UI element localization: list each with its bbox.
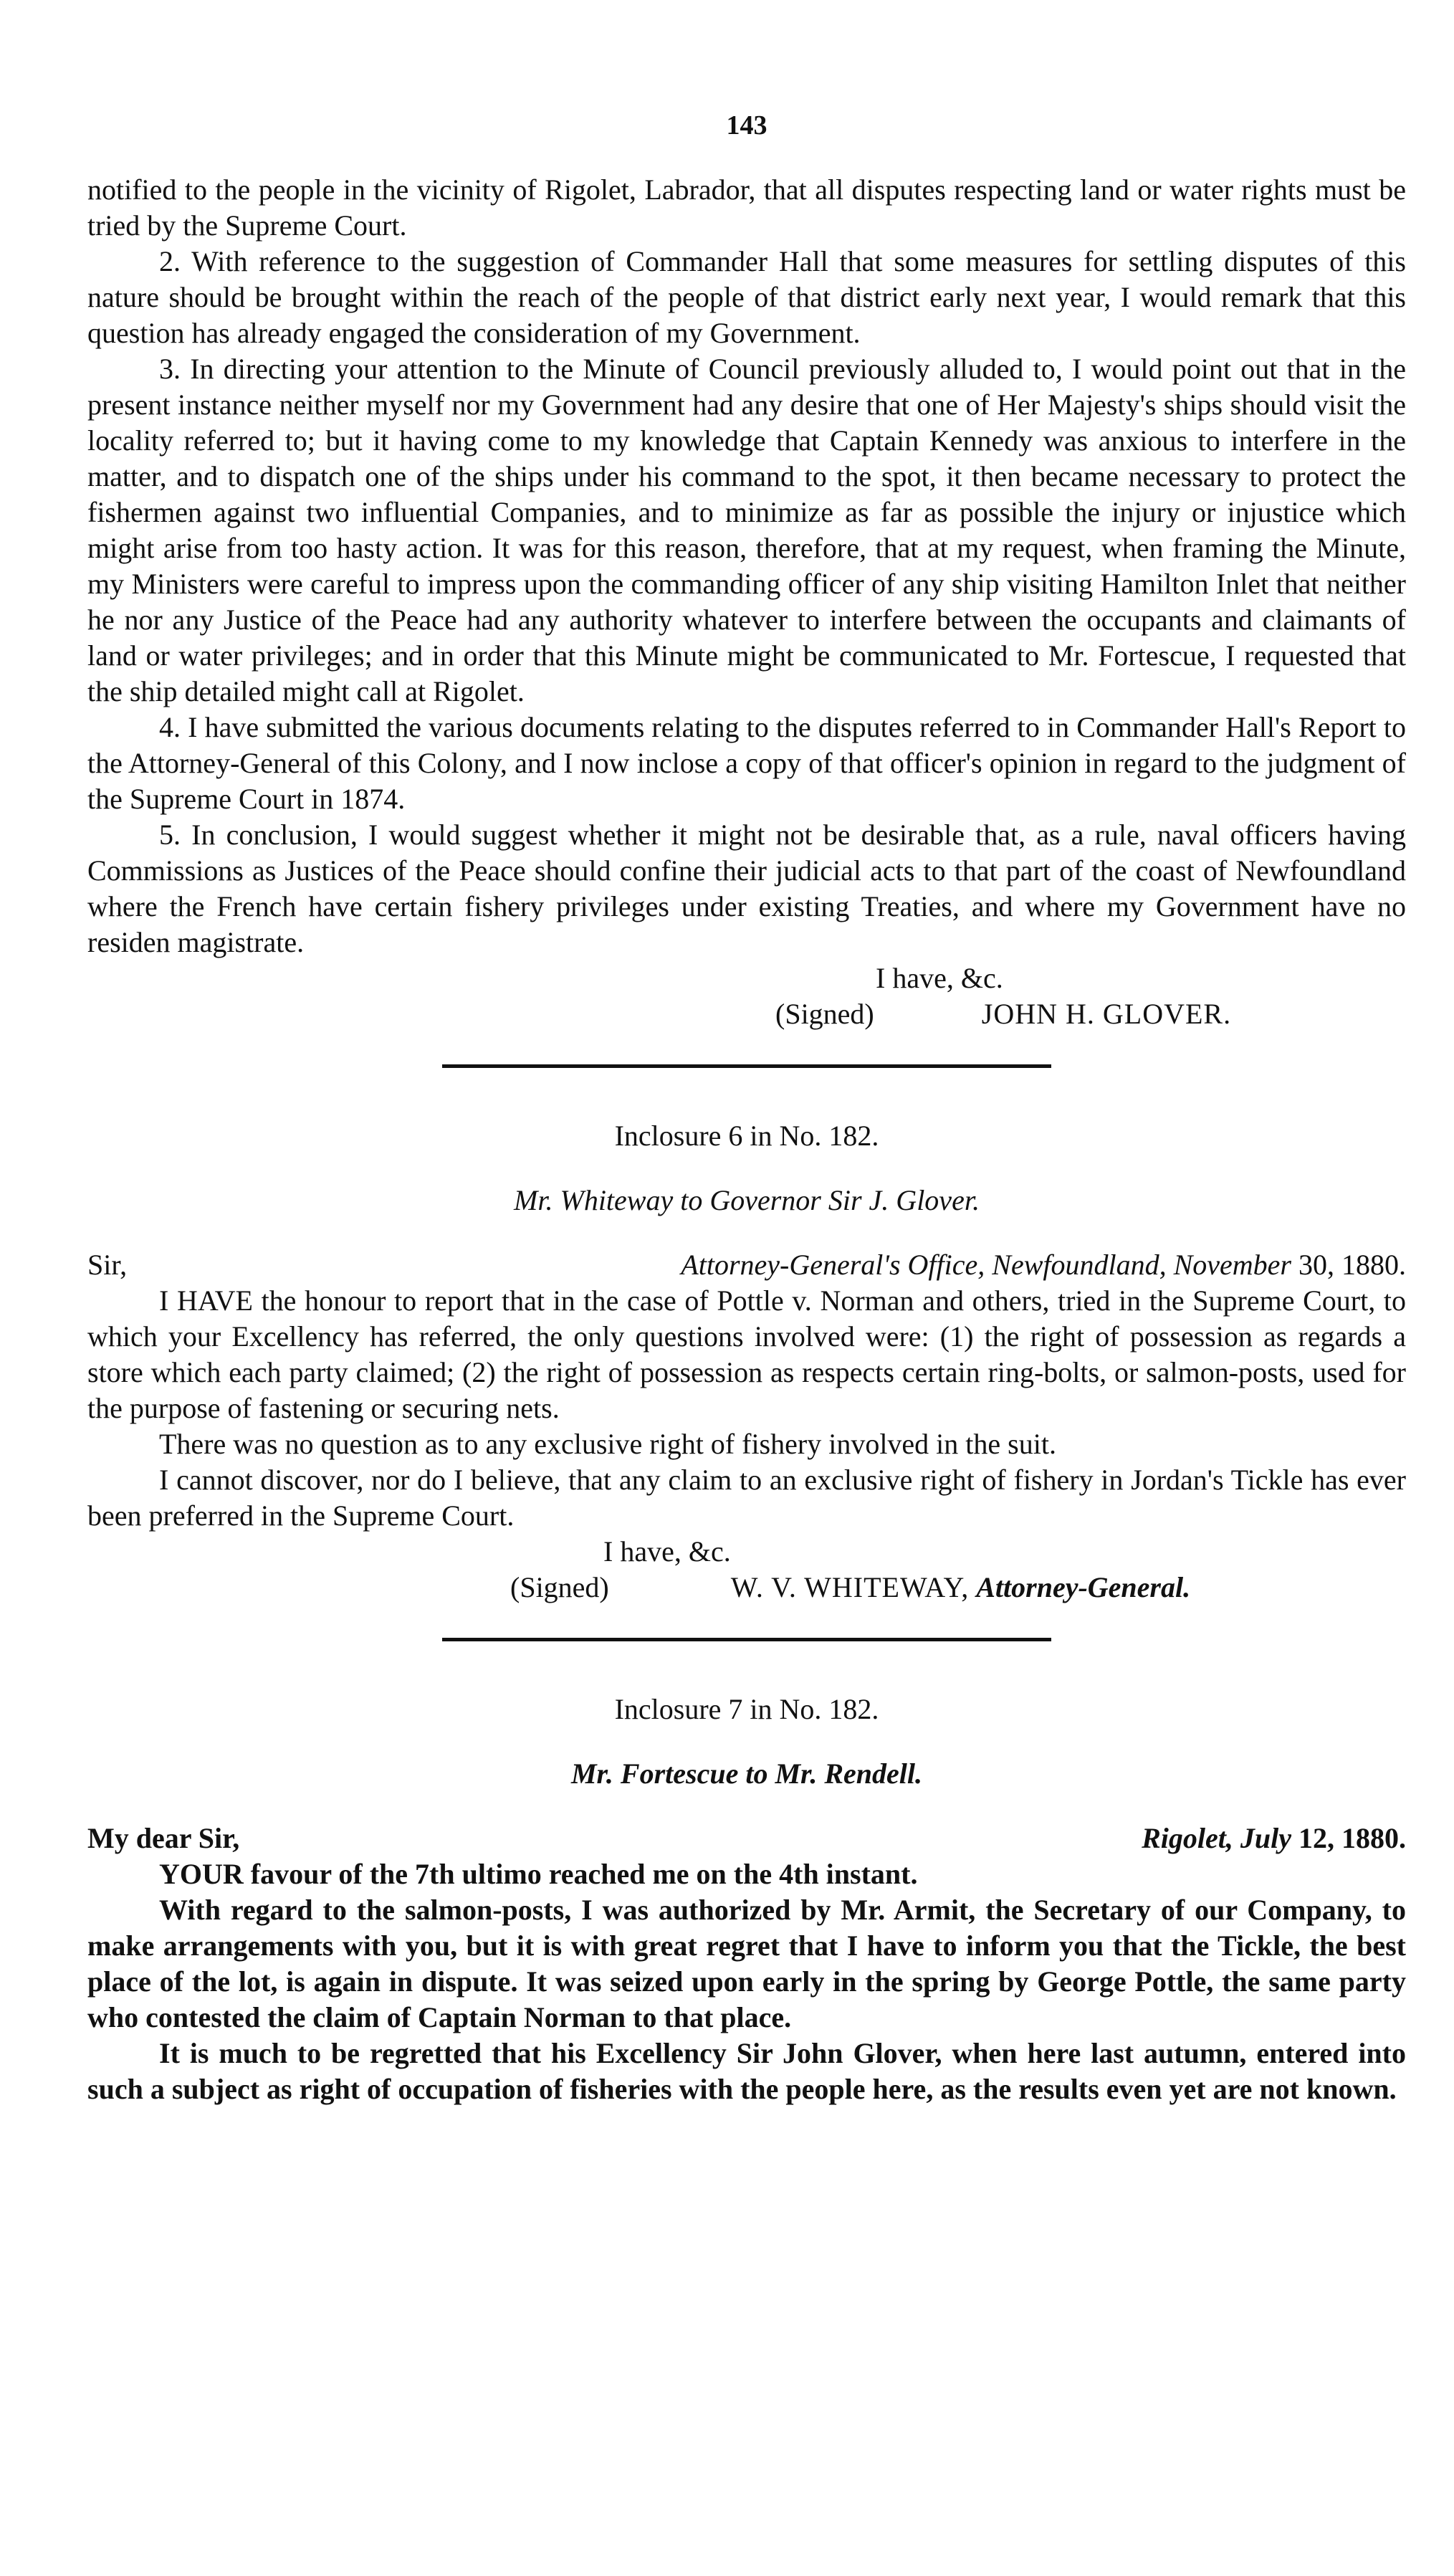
paragraph-continued: notified to the people in the vicinity of Rigolet, Labrador, that all disputes respecting land or water rights must be tried by the Supreme Court.: [87, 173, 1406, 242]
salutation-row: [87, 1247, 1406, 1283]
dateline: [1142, 1821, 1406, 1856]
paragraph-3: I cannot discover, nor do I believe, that any claim to an exclusive right of fishery in Jordan's Tickle has ever been preferred in the Supreme Court.: [87, 1464, 1406, 1532]
inclosure-heading: Inclosure 6 in No. 182.: [614, 1120, 879, 1152]
signer-name: JOHN H. GLOVER.: [981, 998, 1232, 1030]
paragraph-2: There was no question as to any exclusive right of fishery involved in the suit.: [159, 1428, 1056, 1460]
dateline-place: Rigolet, July: [1142, 1822, 1291, 1854]
salutation: My dear Sir,: [87, 1822, 240, 1854]
paragraph-3: It is much to be regretted that his Excellency Sir John Glover, when here last autumn, entered into such a subject as right of occupation of fisheries with the people here, as the results even yet are not known.: [87, 2037, 1406, 2105]
paragraph-1: YOUR favour of the 7th ultimo reached me on the 4th instant.: [159, 1858, 918, 1890]
dateline-place: Attorney-General's Office, Newfoundland, November: [681, 1249, 1291, 1281]
signed-label: (Signed): [775, 998, 874, 1030]
paragraph-2: 2. With reference to the suggestion of Commander Hall that some measures for settling disputes of this nature should be brought within the reach of the people of that district early next year, I would remark that this question has already engaged the consideration of my Government.: [87, 245, 1406, 349]
signer-title: Attorney-General.: [976, 1571, 1191, 1603]
inclosure-6: [87, 1118, 1406, 1606]
paragraph-1: I HAVE the honour to report that in the case of Pottle v. Norman and others, tried in the Supreme Court, to which your Excellency has referred, the only questions involved were: (1) the right of possession as regards a store which each party claimed; (2) the right of possession as respects certain ring-bolts, or salmon-posts, used for the purpose of fastening or securing nets.: [87, 1284, 1406, 1424]
signature-block: [775, 996, 1406, 1032]
signature-block: [510, 1570, 1406, 1606]
section-divider: [442, 1064, 1051, 1068]
signer-name: W. V. WHITEWAY,: [730, 1571, 970, 1603]
salutation: Sir,: [87, 1249, 128, 1281]
letter-title: Mr. Fortescue to Mr. Rendell.: [570, 1757, 923, 1790]
letter-title: Mr. Whiteway to Governor Sir J. Glover.: [514, 1184, 980, 1216]
glover-despatch: [87, 172, 1406, 1032]
paragraph-5: 5. In conclusion, I would suggest whether it might not be desirable that, as a rule, naval officers having Commissions as Justices of the Peace should confine their judicial acts to that part of the coast of Newfoundland where the French have certain fishery privileges under existing Treaties, and where my Government have no residen magistrate.: [87, 819, 1406, 958]
signed-label: (Signed): [510, 1571, 609, 1603]
signoff: I have, &c.: [603, 1535, 731, 1568]
document-page: [87, 108, 1406, 2107]
dateline-date: 30, 1880.: [1298, 1249, 1406, 1281]
page-number: 143: [726, 110, 767, 140]
dateline-date: 12, 1880.: [1298, 1822, 1406, 1854]
paragraph-4: 4. I have submitted the various documents relating to the disputes referred to in Commander Hall's Report to the Attorney-General of this Colony, and I now inclose a copy of that officer's opinion in regard to the judgment of the Supreme Court in 1874.: [87, 711, 1406, 815]
salutation-row: [87, 1821, 1406, 1856]
signoff: I have, &c.: [876, 962, 1003, 994]
inclosure-heading: Inclosure 7 in No. 182.: [614, 1693, 879, 1725]
paragraph-2: With regard to the salmon-posts, I was authorized by Mr. Armit, the Secretary of our Company, to make arrangements with you, but it is with great regret that I have to inform you that the Tickle, the best place of the lot, is again in dispute. It was seized upon early in the spring by George Pottle, the same party who contested the claim of Captain Norman to that place.: [87, 1894, 1406, 2033]
inclosure-7: [87, 1692, 1406, 2107]
paragraph-3: 3. In directing your attention to the Minute of Council previously alluded to, I would point out that in the present instance neither myself nor my Government had any desire that one of Her Majesty's ships should visit the locality referred to; but it having come to my knowledge that Captain Kennedy was anxious to interfere in the matter, and to dispatch one of the ships under his command to the spot, it then became necessary to protect the fishermen against two influential Companies, and to minimize as far as possible the injury or injustice which might arise from too hasty action. It was for this reason, therefore, that at my request, when framing the Minute, my Ministers were careful to impress upon the commanding officer of any ship visiting Hamilton Inlet that neither he nor any Justice of the Peace had any authority whatever to interfere between the occupants and claimants of land or water privileges; and in order that this Minute might be communicated to Mr. Fortescue, I requested that the ship detailed might call at Rigolet.: [87, 353, 1406, 707]
dateline: [681, 1247, 1406, 1283]
section-divider: [442, 1638, 1051, 1641]
